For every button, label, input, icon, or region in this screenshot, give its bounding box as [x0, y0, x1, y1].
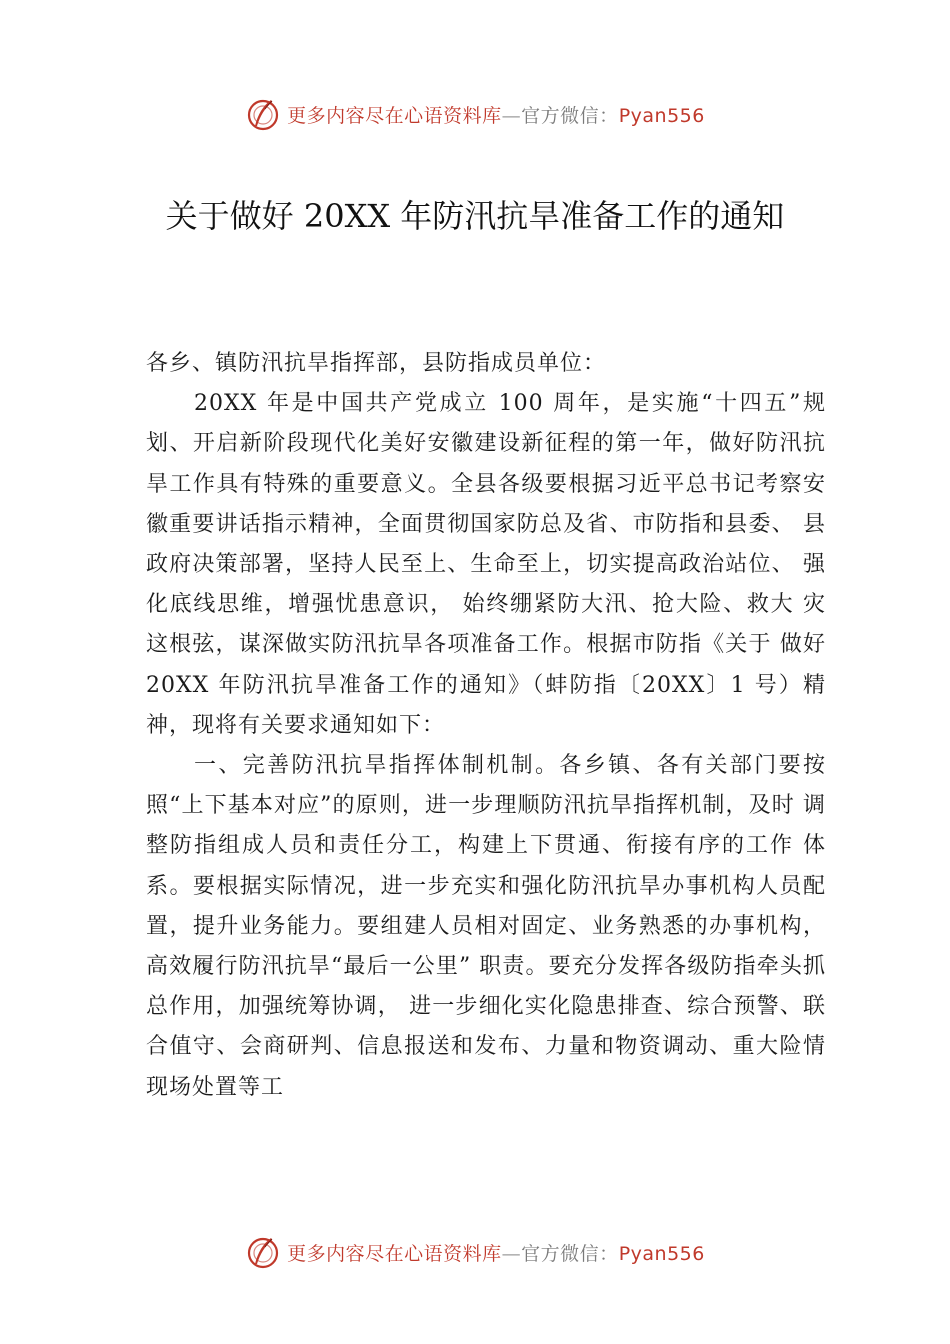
document-title: 关于做好 20XX 年防汛抗旱准备工作的通知: [165, 197, 785, 235]
document-body: [146, 344, 826, 1108]
watermark-dash: —: [501, 1242, 522, 1265]
watermark-site-text: 更多内容尽在心语资料库: [287, 104, 502, 127]
watermark-wechat-id: Pyan556: [618, 1242, 705, 1265]
footer-watermark: [0, 1232, 950, 1272]
watermark-text: [287, 101, 705, 128]
feather-seal-icon: [245, 96, 281, 132]
watermark-dash: —: [501, 104, 522, 127]
feather-seal-icon: [245, 1234, 281, 1270]
watermark-label: 官方微信：: [521, 104, 619, 127]
paragraph-intro: 20XX 年是中国共产党成立 100 周年，是实施“十四五”规划、开启新阶段现代化美好安徽建设新征程的第一年，做好防汛抗旱工作具有特殊的重要意义。全县各级要根据习近平总书记考察安 徽重要讲话指示精神，全面贯彻国家防总及省、市防指和县委、 县政府决策部署，坚持人民至上、生命至上，切实提高政治站位、 强化底线思维，增强忧患意识， 始终绷紧防大汛、抢大险、救大 灾这根弦，谋深做实防汛抗旱各项准备工作。根据市防指《关于 做好 20XX 年防汛抗旱准备工作的通知》（蚌防指〔20XX〕1 号）精 神，现将有关要求通知如下：: [146, 391, 826, 738]
header-watermark: [0, 94, 950, 134]
watermark-label: 官方微信：: [521, 1242, 619, 1265]
salutation: 各乡、镇防汛抗旱指挥部，县防指成员单位：: [146, 351, 607, 376]
paragraph-section-one: 一、完善防汛抗旱指挥体制机制。各乡镇、各有关部门要按照“上下基本对应”的原则，进一步理顺防汛抗旱指挥机制，及时 调整防指组成人员和责任分工，构建上下贯通、衔接有序的工作 体系。要根据实际情况，进一步充实和强化防汛抗旱办事机构人员配置，提升业务能力。要组建人员相对固定、业务熟悉的办事机构，高效履行防汛抗旱“最后一公里” 职责。要充分发挥各级防指牵头抓总作用，加强统筹协调， 进一步细化实化隐患排查、综合预警、联合值守、会商研判、信息报送和发布、力量和物资调动、重大险情现场处置等工: [146, 753, 826, 1100]
watermark-site-text: 更多内容尽在心语资料库: [287, 1242, 502, 1265]
watermark-text: [287, 1239, 705, 1266]
watermark-wechat-id: Pyan556: [618, 104, 705, 127]
